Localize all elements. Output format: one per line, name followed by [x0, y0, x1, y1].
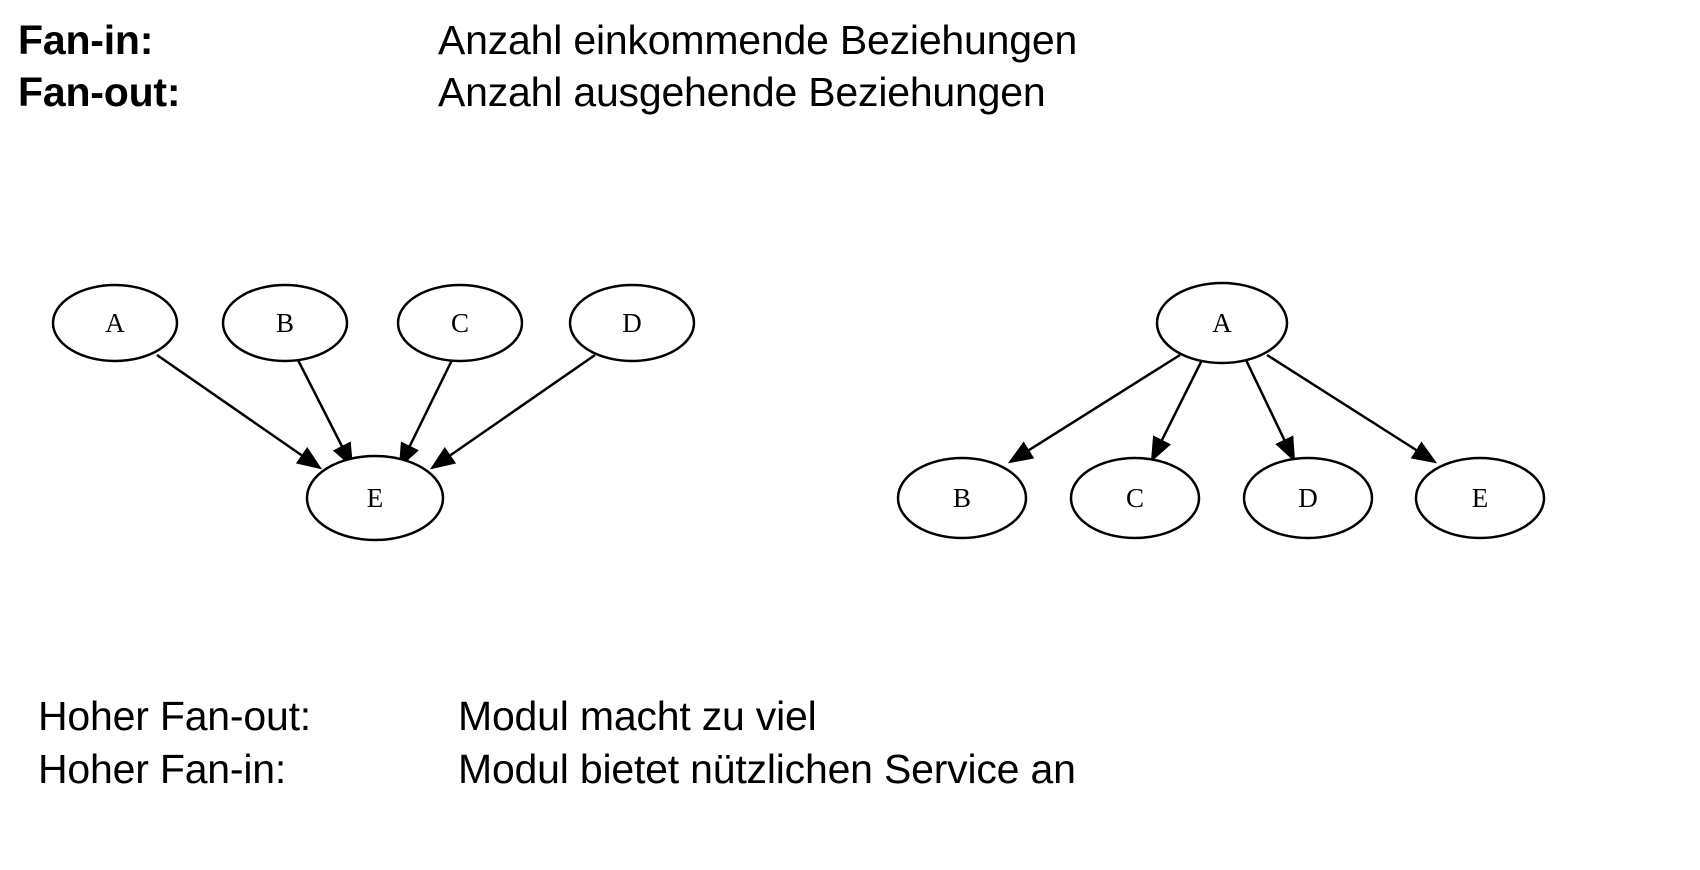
fan-in-edges [157, 355, 595, 468]
edge-a-to-e [157, 355, 320, 468]
edge-b-to-e [298, 360, 352, 466]
node-b-label: B [952, 483, 972, 513]
definition-desc-fan-in: Anzahl einkommende Beziehungen [438, 17, 1078, 63]
node-d-label: D [1298, 483, 1318, 513]
node-e-label: E [366, 483, 384, 513]
note-term-fan-out: Hoher Fan-out: [38, 693, 311, 739]
note-row-fan-in [38, 743, 1538, 796]
edge-a-to-d [1246, 360, 1294, 460]
node-c[interactable] [1071, 458, 1199, 538]
node-e[interactable] [307, 456, 443, 540]
definition-row-fan-in [18, 14, 1418, 66]
diagram-area [0, 270, 1700, 570]
fan-in-diagram [20, 270, 760, 570]
note-term-fan-in: Hoher Fan-in: [38, 746, 287, 793]
node-a[interactable] [53, 285, 177, 361]
node-b[interactable] [223, 285, 347, 361]
node-a[interactable] [1157, 283, 1287, 363]
node-e-label: E [1471, 483, 1489, 513]
definition-term-fan-out: Fan-out: [18, 69, 181, 116]
node-d-label: D [622, 308, 642, 338]
definition-term-fan-in: Fan-in: [18, 17, 154, 63]
fan-out-edges [1010, 355, 1435, 462]
node-b[interactable] [898, 458, 1026, 538]
node-c-label: C [450, 308, 470, 338]
node-c-label: C [1125, 483, 1145, 513]
definition-desc-fan-out: Anzahl ausgehende Beziehungen [438, 69, 1046, 116]
edge-d-to-e [432, 355, 595, 468]
edge-a-to-b [1010, 355, 1180, 462]
note-desc-fan-in: Modul bietet nützlichen Service an [458, 746, 1076, 793]
edge-a-to-e [1267, 355, 1435, 462]
fan-out-diagram [880, 270, 1580, 570]
node-b-label: B [275, 308, 295, 338]
node-d[interactable] [570, 285, 694, 361]
node-d[interactable] [1244, 458, 1372, 538]
definition-block [18, 14, 1418, 119]
definition-row-fan-out [18, 66, 1418, 118]
note-row-fan-out [38, 690, 1538, 743]
note-desc-fan-out: Modul macht zu viel [458, 693, 817, 739]
node-e[interactable] [1416, 458, 1544, 538]
notes-block [38, 690, 1538, 797]
edge-c-to-e [400, 360, 452, 466]
node-a-label: A [1212, 308, 1232, 338]
node-a-label: A [105, 308, 125, 338]
node-c[interactable] [398, 285, 522, 361]
edge-a-to-c [1152, 360, 1202, 460]
